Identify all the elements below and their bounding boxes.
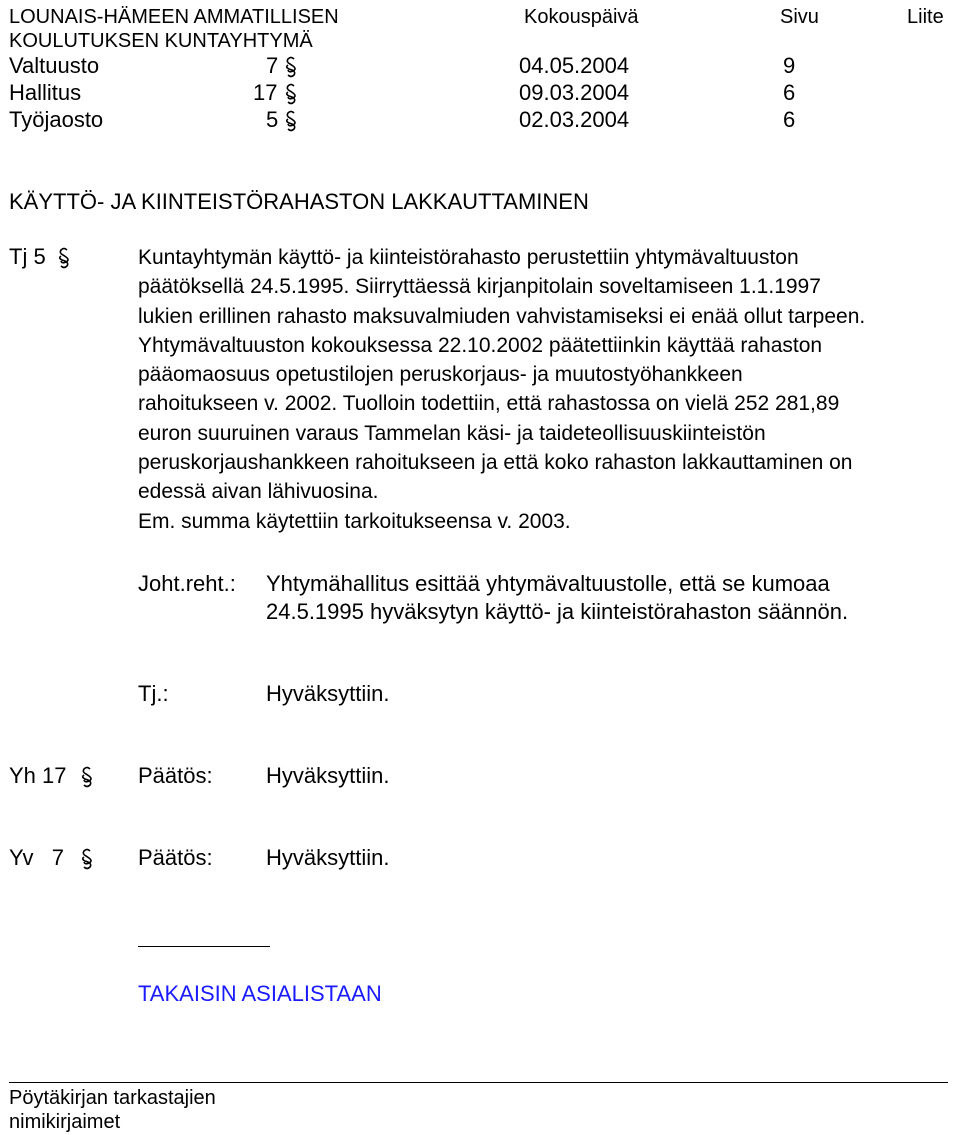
decision-value: Hyväksyttiin. [266,763,390,788]
back-to-agenda-link[interactable]: TAKAISIN ASIALISTAAN [138,981,382,1006]
header-row-number: 5 [266,107,279,132]
item-text-line: päätöksellä 24.5.1995. Siirryttäessä kirjanpitolain soveltamiseen 1.1.1997 [138,275,821,299]
item-text-line: peruskorjaushankkeen rahoitukseen ja että koko rahaston lakkauttaminen on [138,451,853,475]
item-text-line: euron suuruinen varaus Tammelan käsi- ja taideteollisuuskiinteistön [138,421,766,445]
item-label: Tj 5 [9,244,46,269]
decision-value: Hyväksyttiin. [266,845,390,870]
section-sign-icon [80,765,94,789]
decision-label: Tj.: [138,681,169,706]
section-sign-icon [284,82,298,106]
header-row-page: 9 [783,53,796,78]
section-sign-icon [284,109,298,133]
decision-body: Yv 7 [9,845,65,870]
item-text-line: rahoitukseen v. 2002. Tuolloin todettiin, että rahastossa on vielä 252 281,89 [138,392,840,416]
page-heading: Sivu [780,6,819,28]
header-row-date: 02.03.2004 [519,107,630,132]
org-name-line1: LOUNAIS-HÄMEEN AMMATILLISEN [9,6,339,28]
item-text-line: pääomaosuus opetustilojen peruskorjaus- ja muutostyöhankkeen [138,363,743,387]
header-row-body: Valtuusto [9,53,100,78]
item-text-line: Yhtymävaltuuston kokouksessa 22.10.2002 päätettiinkin käyttää rahaston [138,333,823,357]
footer-line2: nimikirjaimet [9,1111,121,1133]
decision-body: Yh 17 [9,763,67,788]
section-sign-icon [80,847,94,871]
header-row-body: Hallitus [9,80,82,105]
proposal-line2: 24.5.1995 hyväksytyn käyttö- ja kiinteistörahaston säännön. [266,599,849,624]
header-row-number: 7 [266,53,279,78]
item-text-line: edessä aivan lähivuosina. [138,480,379,504]
attachment-heading: Liite [907,6,944,28]
document-title: KÄYTTÖ- JA KIINTEISTÖRAHASTON LAKKAUTTAMINEN [9,189,589,214]
section-sign-icon [284,55,298,79]
item-text-line: lukien erillinen rahasto maksuvalmiuden vahvistamiseksi ei enää ollut tarpeen. [138,304,866,328]
header-row-body: Työjaosto [9,107,104,132]
header-row-date: 09.03.2004 [519,80,630,105]
proposal-label: Joht.reht.: [138,571,236,596]
divider [138,946,270,947]
section-sign-icon [57,246,71,270]
decision-label: Päätös: [138,763,213,788]
proposal-line1: Yhtymähallitus esittää yhtymävaltuustolle, että se kumoaa [266,571,830,596]
decision-label: Päätös: [138,845,213,870]
decision-value: Hyväksyttiin. [266,681,390,706]
item-text-line: Kuntayhtymän käyttö- ja kiinteistörahasto perustettiin yhtymävaltuuston [138,246,799,269]
header-row-number: 17 [253,80,278,105]
header-row-page: 6 [783,80,796,105]
item-text [138,243,865,536]
meeting-date-heading: Kokouspäivä [524,6,639,28]
footer-divider [9,1082,948,1083]
header-row-date: 04.05.2004 [519,53,630,78]
org-name-line2: KOULUTUKSEN KUNTAYHTYMÄ [9,30,313,52]
item-text-line: Em. summa käytettiin tarkoitukseensa v. 2003. [138,509,571,533]
footer-line1: Pöytäkirjan tarkastajien [9,1087,216,1109]
header-row-page: 6 [783,107,796,132]
